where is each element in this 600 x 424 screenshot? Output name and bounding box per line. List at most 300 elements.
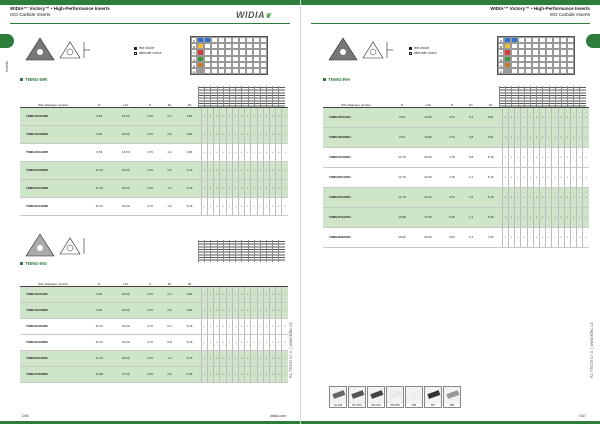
grade-dot: • (251, 350, 257, 366)
grade-dot: • (263, 179, 269, 197)
grade-dot: • (220, 161, 226, 179)
grade-dot: • (533, 187, 539, 207)
cell-s: 4,76 (139, 302, 161, 318)
tool-icon (368, 387, 386, 403)
cell-s: 4,76 (139, 125, 161, 143)
grade-dot: • (208, 350, 214, 366)
grade-dot: • (220, 302, 226, 318)
product-strip (329, 386, 461, 408)
cell-r: 0,8 (161, 125, 178, 143)
table-row (20, 366, 288, 382)
grade-dot: • (239, 318, 245, 334)
grade-dot: • (546, 167, 552, 187)
cell-l: 16,50 (113, 302, 140, 318)
grade-dot: • (220, 286, 226, 302)
product-tile[interactable] (424, 386, 442, 408)
cell-d: 12,70 (389, 187, 415, 207)
top-bar (301, 0, 600, 5)
grade-dot: • (251, 125, 257, 143)
grade-dot: • (201, 125, 207, 143)
table-row (20, 350, 288, 366)
grade-dot: • (540, 107, 546, 127)
table-row (323, 127, 589, 147)
grade-dot: • (226, 107, 232, 125)
side-label: Inserts (5, 61, 9, 72)
grade-dot: • (276, 107, 282, 125)
grade-dot: • (251, 334, 257, 350)
grade-dot: • (533, 207, 539, 227)
grade-dot: • (558, 187, 564, 207)
cell-d: 12,70 (86, 197, 113, 215)
product-tile-label: D56 (406, 404, 422, 407)
grade-dot: • (208, 197, 214, 215)
cell-l: 16,50 (113, 143, 140, 161)
cell-d: 15,88 (389, 207, 415, 227)
grade-dot: • (263, 334, 269, 350)
cell-code: TNMG220408MS (20, 334, 86, 350)
grade-dot: • (546, 227, 552, 247)
grade-dot: • (583, 227, 589, 247)
grade-dot: • (515, 147, 521, 167)
grade-dot: • (263, 125, 269, 143)
cell-d1: 3,81 (178, 286, 201, 302)
grade-dot: • (257, 107, 263, 125)
cell-d: 9,53 (86, 143, 113, 161)
cell-r: 1,2 (161, 143, 178, 161)
cell-s: 4,76 (441, 147, 462, 167)
grade-dot: • (226, 197, 232, 215)
grade-dot: • (201, 318, 207, 334)
grade-dot: • (558, 207, 564, 227)
grade-dot: • (282, 334, 288, 350)
table-row (20, 286, 288, 302)
grade-dot: • (276, 143, 282, 161)
cell-code: TNMG160404MS (20, 286, 86, 302)
cell-r: 0,8 (161, 366, 178, 382)
section-tnmg-mr: TNMG-MR (20, 77, 47, 82)
grade-dot: • (521, 227, 527, 247)
table-row (20, 334, 288, 350)
grade-dot: • (239, 302, 245, 318)
grade-dot: • (208, 286, 214, 302)
grade-dot: • (201, 143, 207, 161)
grade-dot: • (527, 147, 533, 167)
tool-icon (349, 387, 367, 403)
product-tile-label: D57 (425, 404, 441, 407)
grade-dot: • (509, 227, 515, 247)
grade-dot: • (546, 147, 552, 167)
cell-s: 4,76 (139, 179, 161, 197)
cell-l: 33,00 (415, 227, 441, 247)
grade-dot: • (515, 227, 521, 247)
grade-dot: • (269, 107, 275, 125)
grade-dot: • (527, 107, 533, 127)
cell-l: 22,00 (113, 179, 140, 197)
grade-dot: • (282, 161, 288, 179)
grade-dot: • (208, 334, 214, 350)
grade-dot: • (245, 350, 251, 366)
product-tile-label: D58 (444, 404, 460, 407)
grade-dot: • (208, 302, 214, 318)
cell-r: 0,8 (161, 302, 178, 318)
top-bar (0, 0, 300, 5)
grade-dot: • (251, 107, 257, 125)
grade-dot: • (533, 167, 539, 187)
grade-dot: • (564, 227, 570, 247)
grade-dot: • (232, 197, 238, 215)
table-row (20, 302, 288, 318)
grade-dot: • (282, 143, 288, 161)
grade-dot: • (282, 366, 288, 382)
grade-dot: • (502, 187, 508, 207)
cell-s: 6,35 (441, 207, 462, 227)
insert-diagram (22, 36, 92, 64)
grade-dot: • (558, 227, 564, 247)
cell-s: 4,76 (441, 107, 462, 127)
grade-dot: • (239, 107, 245, 125)
cell-s: 4,76 (139, 334, 161, 350)
first-choice-dot (134, 47, 137, 50)
insert-diagram-rh (325, 36, 395, 64)
cell-d1: 5,16 (480, 167, 503, 187)
table-row (20, 197, 288, 215)
cell-s: 4,76 (441, 187, 462, 207)
grade-dot: • (201, 161, 207, 179)
grade-dot: • (257, 350, 263, 366)
grade-dot: • (220, 366, 226, 382)
grade-dot: • (570, 227, 576, 247)
cell-l: 16,50 (113, 107, 140, 125)
product-tile[interactable] (443, 386, 461, 408)
grade-dot: • (583, 167, 589, 187)
product-tile[interactable] (386, 386, 404, 408)
col-d1: D1 (178, 91, 201, 107)
grade-dot: • (282, 286, 288, 302)
grade-header-2 (198, 240, 285, 262)
grade-dot: • (257, 334, 263, 350)
grade-dot: • (245, 302, 251, 318)
grade-dot: • (269, 179, 275, 197)
table-row (323, 167, 589, 187)
grade-dot: • (251, 179, 257, 197)
grade-dot: • (276, 197, 282, 215)
grade-dot: • (232, 161, 238, 179)
grade-dot: • (245, 179, 251, 197)
grade-dot: • (583, 107, 589, 127)
grade-dot: • (269, 302, 275, 318)
cell-d: 9,53 (389, 107, 415, 127)
grade-dot: • (226, 286, 232, 302)
cell-code: TNMG220416RH (323, 187, 389, 207)
footer-url[interactable]: widia.com (270, 414, 286, 418)
grade-dot: • (232, 350, 238, 366)
grade-dot: • (239, 179, 245, 197)
cell-l: 22,00 (113, 350, 140, 366)
grade-dot: • (276, 161, 282, 179)
grade-dot: • (257, 179, 263, 197)
grade-dot: • (521, 207, 527, 227)
grade-dot: • (509, 207, 515, 227)
grade-dot: • (269, 161, 275, 179)
cell-d: 12,70 (86, 318, 113, 334)
grade-dot: • (521, 127, 527, 147)
grade-dot: • (251, 286, 257, 302)
header-rule (10, 23, 290, 24)
grade-dot: • (527, 167, 533, 187)
grade-dot: • (263, 350, 269, 366)
grade-dot: • (214, 161, 220, 179)
grade-dot: • (502, 147, 508, 167)
grade-dot: • (239, 334, 245, 350)
grade-dot: • (201, 107, 207, 125)
grade-dot: • (226, 125, 232, 143)
product-tile-label: D47-D51 (349, 404, 365, 407)
grade-dot: • (533, 127, 539, 147)
grade-dot: • (276, 350, 282, 366)
cell-s: 4,76 (139, 286, 161, 302)
cell-d: 12,70 (389, 167, 415, 187)
grade-dot: • (245, 143, 251, 161)
cell-l: 22,00 (415, 147, 441, 167)
grade-dot: • (276, 179, 282, 197)
cell-code: TNMG220404MS (20, 318, 86, 334)
table-row (323, 227, 589, 247)
grade-dot: • (577, 167, 583, 187)
col-s: S (139, 91, 161, 107)
grade-dot: • (546, 127, 552, 147)
grade-dot: • (257, 161, 263, 179)
material-grid-right: P M K N S H (497, 36, 575, 75)
product-tile[interactable] (329, 386, 347, 408)
grade-dot: • (540, 147, 546, 167)
grade-dot: • (251, 197, 257, 215)
header-text-right: WIDIA™ Victory™ • High-Performance Inserts ISO Carbide Inserts (490, 6, 590, 17)
cell-d: 9,53 (389, 127, 415, 147)
cell-code: TNMG160408MR (20, 125, 86, 143)
cell-d1: 3,81 (178, 125, 201, 143)
cell-r: 0,4 (161, 318, 178, 334)
grade-dot: • (577, 207, 583, 227)
cell-l: 22,00 (113, 161, 140, 179)
cell-code: TNMG160404MR (20, 107, 86, 125)
tool-icon (406, 387, 424, 403)
cell-s: 4,76 (139, 197, 161, 215)
kltech-vertical: KL-TECH s.r.o. | www.kltec.cz (288, 322, 293, 378)
grade-dot: • (232, 302, 238, 318)
header-text (10, 6, 110, 18)
grade-dot: • (220, 125, 226, 143)
grade-dot: • (239, 161, 245, 179)
grade-dot: • (201, 334, 207, 350)
grade-dot: • (257, 286, 263, 302)
grade-dot: • (515, 167, 521, 187)
cell-l: 27,50 (415, 207, 441, 227)
cell-code: TNMG220408RH (323, 147, 389, 167)
cell-l: 16,50 (113, 286, 140, 302)
cell-d1: 6,35 (480, 207, 503, 227)
product-tile[interactable] (405, 386, 423, 408)
grade-dot: • (552, 147, 558, 167)
cell-code: TNMG160408MS (20, 302, 86, 318)
cell-r: 1,2 (161, 350, 178, 366)
grade-dot: • (546, 207, 552, 227)
grade-dot: • (552, 207, 558, 227)
cell-d1: 6,35 (178, 366, 201, 382)
cell-d1: 3,81 (178, 143, 201, 161)
kltech-vertical: KL-TECH s.r.o. | www.kltec.cz (589, 322, 594, 378)
grade-dot: • (558, 147, 564, 167)
grade-dot: • (570, 167, 576, 187)
grade-dot: • (257, 318, 263, 334)
grade-dot: • (558, 127, 564, 147)
grade-dot: • (220, 107, 226, 125)
product-tile[interactable] (367, 386, 385, 408)
grade-dot: • (208, 143, 214, 161)
cell-code: TNMG270612RH (323, 207, 389, 227)
cell-d1: 5,16 (178, 350, 201, 366)
grade-dot: • (239, 197, 245, 215)
cell-d: 9,53 (86, 286, 113, 302)
table-row (323, 187, 589, 207)
grade-dot: • (282, 107, 288, 125)
grade-dot: • (226, 318, 232, 334)
grade-dot: • (282, 350, 288, 366)
grade-dot: • (552, 127, 558, 147)
grade-dot: • (232, 366, 238, 382)
grade-dot: • (226, 179, 232, 197)
cell-d: 19,05 (389, 227, 415, 247)
grade-dot: • (245, 125, 251, 143)
grade-dot: • (226, 161, 232, 179)
cell-d: 12,70 (86, 350, 113, 366)
col-iso: ISO catalogue number (20, 91, 86, 107)
grade-dot: • (570, 207, 576, 227)
grade-dot: • (208, 125, 214, 143)
grade-dot: • (540, 207, 546, 227)
table-row (20, 143, 288, 161)
cell-d1: 5,16 (480, 147, 503, 167)
cell-r: 1,6 (463, 187, 480, 207)
grade-dot: • (263, 143, 269, 161)
insert-diagram-ms (22, 232, 92, 260)
grade-dot: • (208, 366, 214, 382)
grade-dot: • (558, 167, 564, 187)
table-row (323, 107, 589, 127)
grade-dot: • (564, 187, 570, 207)
cell-code: TNMG220416MR (20, 197, 86, 215)
grade-dot: • (208, 161, 214, 179)
cell-r: 0,4 (161, 107, 178, 125)
header-title: WIDIA™ Victory™ • High-Performance Inserts (10, 6, 110, 11)
col-rs: Rε (161, 91, 178, 107)
grade-dot: • (515, 207, 521, 227)
grade-dot: • (502, 127, 508, 147)
grade-dot: • (214, 302, 220, 318)
grade-dot: • (220, 334, 226, 350)
cell-l: 27,50 (113, 366, 140, 382)
cell-d1: 5,16 (480, 187, 503, 207)
cell-s: 6,35 (139, 366, 161, 382)
grade-dot: • (226, 350, 232, 366)
grade-dot: • (570, 107, 576, 127)
product-tile[interactable] (348, 386, 366, 408)
grade-dot: • (540, 187, 546, 207)
grade-dot: • (251, 143, 257, 161)
grade-dot: • (521, 167, 527, 187)
grade-dot: • (515, 127, 521, 147)
grade-dot: • (226, 334, 232, 350)
grade-dot: • (269, 334, 275, 350)
cell-d1: 5,16 (178, 197, 201, 215)
section-tnmg-rh: TNMG-RH (323, 77, 350, 82)
cell-code: TNMG220412MR (20, 179, 86, 197)
grade-dot: • (269, 125, 275, 143)
col-l10: L10 (113, 91, 140, 107)
grade-dot: • (239, 366, 245, 382)
grade-dot: • (533, 107, 539, 127)
grade-dot: • (245, 161, 251, 179)
grade-dot: • (232, 179, 238, 197)
grade-dot: • (577, 187, 583, 207)
grade-dot: • (263, 302, 269, 318)
grade-dot: • (214, 107, 220, 125)
cell-r: 0,8 (463, 147, 480, 167)
cell-d1: 3,81 (178, 107, 201, 125)
grade-dot: • (540, 227, 546, 247)
grade-dot: • (577, 147, 583, 167)
cell-r: 1,2 (463, 207, 480, 227)
cell-code: TNMG330924RH (323, 227, 389, 247)
grade-dot: • (564, 147, 570, 167)
grade-dot: • (251, 318, 257, 334)
cell-d: 9,53 (86, 125, 113, 143)
grade-dot: • (263, 318, 269, 334)
grade-dot: • (564, 207, 570, 227)
material-grid: P M K N S H (190, 36, 268, 75)
grade-dot: • (220, 143, 226, 161)
cell-d1: 5,16 (178, 179, 201, 197)
header-subtitle: ISO Carbide Inserts (10, 12, 51, 17)
grade-dot: • (232, 143, 238, 161)
grade-dot: • (515, 187, 521, 207)
grade-dot: • (570, 147, 576, 167)
grade-dot: • (245, 107, 251, 125)
grade-dot: • (276, 286, 282, 302)
cell-s: 4,76 (139, 318, 161, 334)
grade-dot: • (269, 366, 275, 382)
grade-dot: • (208, 318, 214, 334)
grade-dot: • (282, 302, 288, 318)
grade-dot: • (208, 179, 214, 197)
table-row (20, 107, 288, 125)
grade-dot: • (276, 125, 282, 143)
grade-dot: • (257, 197, 263, 215)
grade-dot: • (583, 207, 589, 227)
grade-dot: • (282, 179, 288, 197)
grade-dot: • (269, 350, 275, 366)
cell-s: 4,76 (139, 350, 161, 366)
cell-d1: 3,81 (178, 302, 201, 318)
grade-dot: • (583, 187, 589, 207)
cell-code: TNMG220408MR (20, 161, 86, 179)
cell-s: 4,76 (139, 143, 161, 161)
grade-dot: • (214, 197, 220, 215)
grade-dot: • (220, 197, 226, 215)
grade-dot: • (226, 143, 232, 161)
cell-l: 22,00 (415, 167, 441, 187)
grade-dot: • (282, 318, 288, 334)
table-row (20, 161, 288, 179)
